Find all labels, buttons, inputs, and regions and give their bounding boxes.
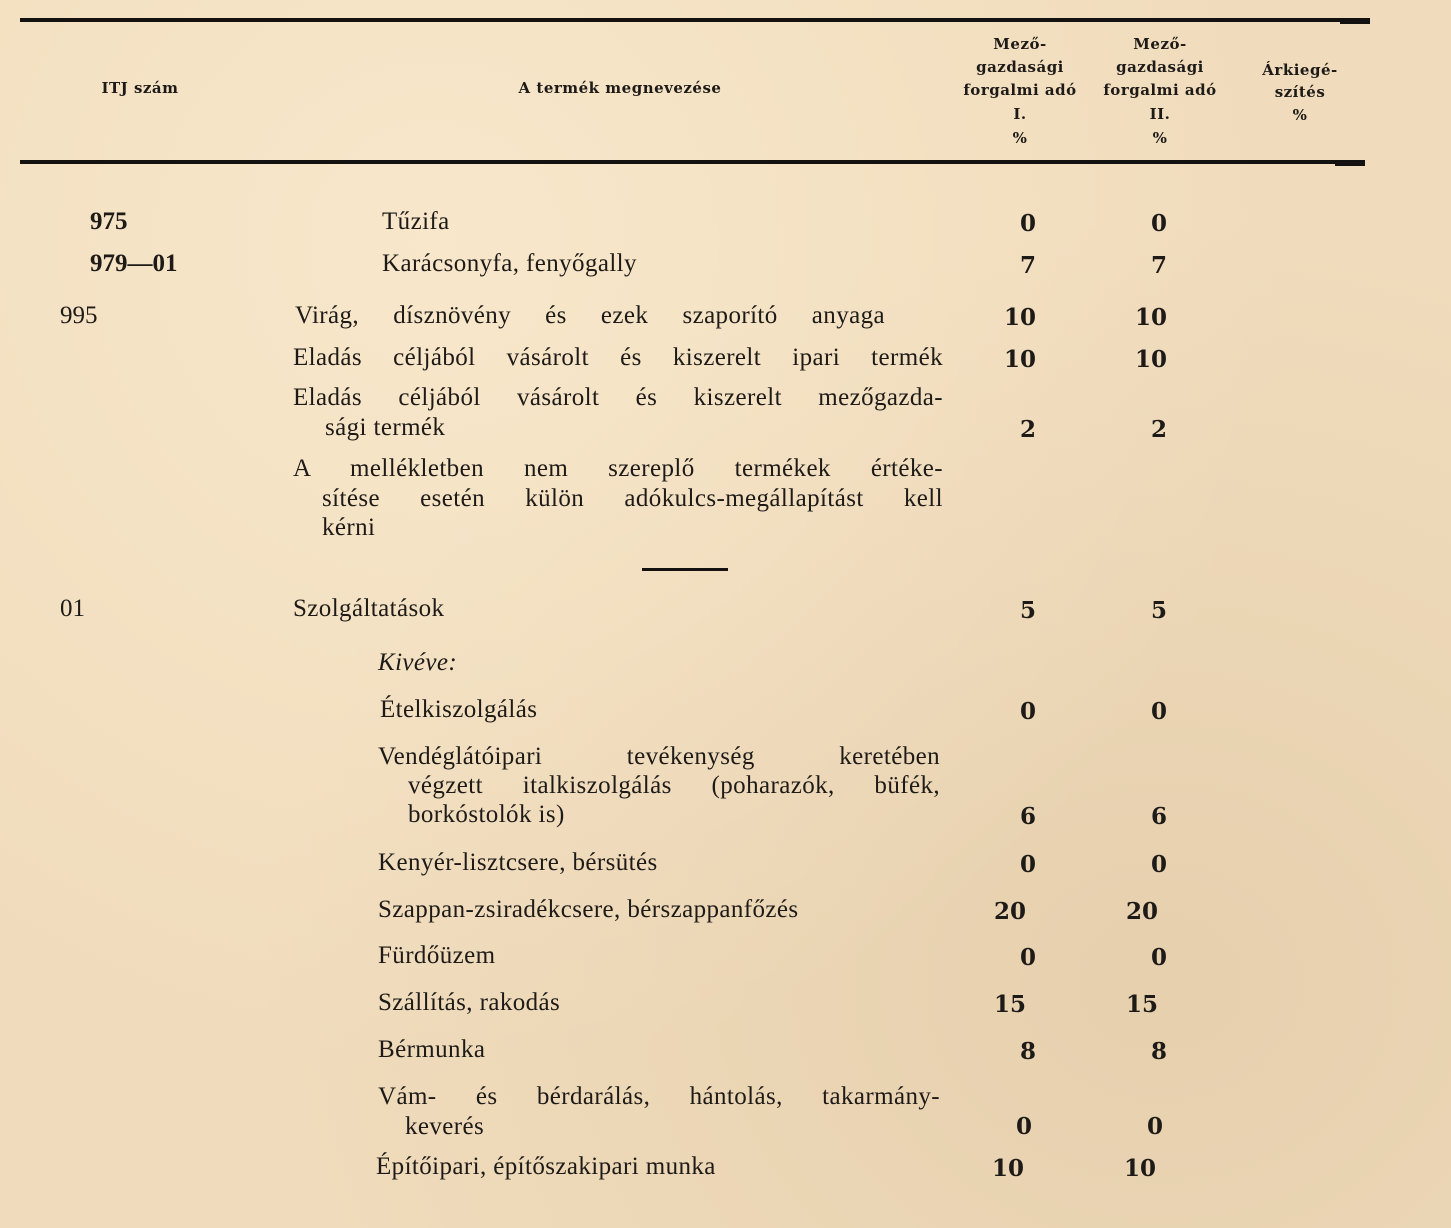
row-value-tax2: 2 (1150, 416, 1167, 443)
row-value-tax1: 20 (993, 898, 1026, 925)
section-separator (642, 568, 728, 571)
row-value-tax1: 0 (1019, 698, 1036, 725)
row-name-line: kérni (322, 514, 376, 541)
row-value-tax2: 7 (1150, 252, 1167, 279)
row-value-tax2: 8 (1150, 1038, 1167, 1065)
top-rule-end (1340, 18, 1370, 24)
row-name-line: sítése esetén külön adókulcs-megállapítást kell (322, 485, 943, 512)
row-name: Bérmunka (378, 1036, 486, 1063)
row-name-line: sági termék (325, 414, 446, 441)
row-name: Kenyér-lisztcsere, bérsütés (378, 849, 658, 876)
row-name: Szolgáltatások (293, 595, 445, 622)
row-value-tax2: 15 (1125, 991, 1158, 1018)
row-name: Virág, dísznövény és ezek szaporító anyaga (295, 302, 885, 329)
row-name-line: Vendéglátóipari tevékenység keretében (378, 743, 940, 770)
row-value-tax2: 0 (1146, 1113, 1163, 1140)
row-value-tax2: 0 (1150, 210, 1167, 237)
row-value-tax1: 2 (1019, 416, 1036, 443)
row-name: Karácsonyfa, fenyőgally (382, 250, 637, 277)
row-value-tax1: 6 (1019, 803, 1036, 830)
row-value-tax1: 10 (1003, 304, 1036, 331)
row-code: 975 (90, 208, 128, 235)
row-value-tax1: 5 (1019, 597, 1036, 624)
row-code: 995 (60, 302, 98, 329)
row-value-tax2: 0 (1150, 698, 1167, 725)
row-name: Szállítás, rakodás (378, 989, 561, 1016)
header-itj: ITJ szám (101, 79, 179, 97)
row-value-tax1: 10 (991, 1155, 1024, 1182)
row-name: Szappan-zsiradékcsere, bérszappanfőzés (378, 896, 799, 923)
row-code: 979—01 (90, 250, 178, 277)
row-name-line: végzett italkiszolgálás (poharazók, büfék, (408, 772, 940, 799)
row-value-tax1: 0 (1019, 851, 1036, 878)
row-value-tax1: 0 (1015, 1113, 1032, 1140)
row-value-tax2: 10 (1123, 1155, 1156, 1182)
row-value-tax2: 6 (1150, 803, 1167, 830)
row-name: Építőipari, építőszakipari munka (376, 1153, 716, 1180)
row-name: Tűzifa (382, 208, 450, 235)
row-name-line: A mellékletben nem szereplő termékek értéke- (293, 455, 943, 482)
row-value-tax1: 7 (1019, 252, 1036, 279)
top-rule (20, 18, 1369, 22)
row-value-tax2: 20 (1125, 898, 1158, 925)
row-code: 01 (60, 595, 85, 622)
row-name-line: Eladás céljából vásárolt és kiszerelt mezőgazda- (293, 384, 943, 411)
row-value-tax2: 10 (1134, 346, 1167, 373)
row-value-tax1: 8 (1019, 1038, 1036, 1065)
row-name-line: Vám- és bérdarálás, hántolás, takarmány- (378, 1083, 940, 1110)
row-name: Fürdőüzem (378, 942, 496, 969)
row-name: Ételkiszolgálás (380, 696, 538, 723)
row-value-tax1: 15 (993, 991, 1026, 1018)
row-name: Kivéve: (378, 649, 458, 676)
row-value-tax1: 0 (1019, 210, 1036, 237)
row-value-tax2: 0 (1150, 851, 1167, 878)
row-value-tax2: 10 (1134, 304, 1167, 331)
header-bottom-rule (20, 160, 1365, 164)
header-product-name: A termék megnevezése (518, 79, 722, 97)
row-value-tax1: 10 (1003, 346, 1036, 373)
row-name: Eladás céljából vásárolt és kiszerelt ipari termék (293, 344, 943, 371)
row-value-tax2: 0 (1150, 944, 1167, 971)
row-value-tax1: 0 (1019, 944, 1036, 971)
row-name-line: borkóstolók is) (408, 801, 565, 828)
row-value-tax2: 5 (1150, 597, 1167, 624)
row-name-line: keverés (405, 1113, 485, 1140)
header-bottom-rule-end (1335, 160, 1365, 166)
